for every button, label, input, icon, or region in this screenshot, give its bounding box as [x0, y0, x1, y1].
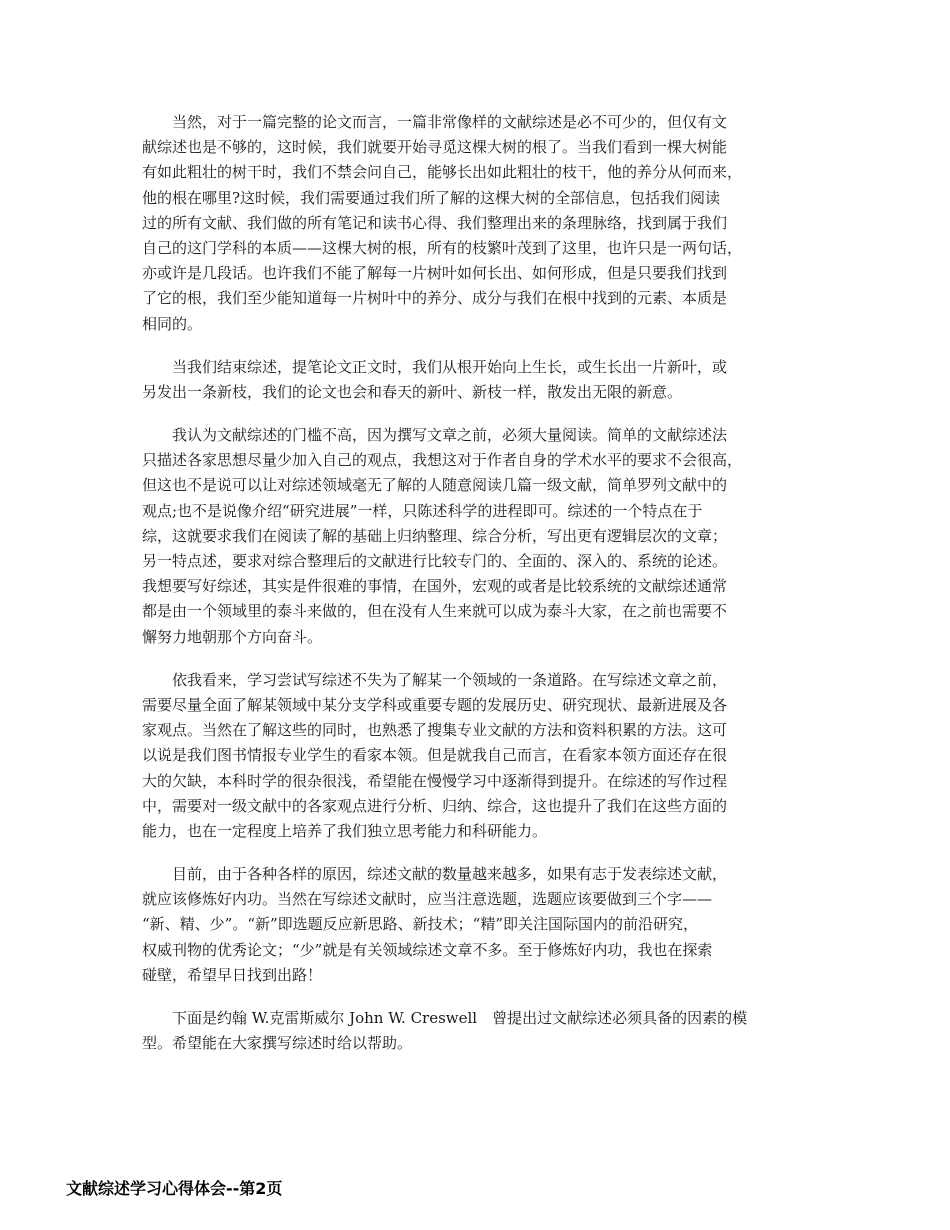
- text-line: 自己的这门学科的本质——这棵大树的根，所有的枝繁叶茂到了这里，也许只是一两句话，: [142, 238, 743, 257]
- text-line: 需要尽量全面了解某领域中某分支学科或重要专题的发展历史、研究现状、最新进展及各: [142, 695, 728, 714]
- text-line: 观点;也不是说像介绍“研究进展”一样，只陈述科学的进程即可。综述的一个特点在于: [142, 501, 703, 520]
- text-line: 懈努力地朝那个方向奋斗。: [142, 627, 323, 646]
- paragraph-2: [142, 355, 822, 405]
- text-line: 下面是约翰 W.克雷斯威尔 John W. Creswell 曾提出过文献综述必须具备的因素的模: [142, 1009, 748, 1027]
- text-line: 都是由一个领域里的泰斗来做的，但在没有人生来就可以成为泰斗大家，在之前也需要不: [142, 602, 728, 621]
- paragraph-1: [142, 110, 822, 337]
- text-line: 权威刊物的优秀论文；“少”就是有关领域综述文章不多。至于修炼好内功，我也在探索: [142, 940, 713, 959]
- text-line: 能力，也在一定程度上培养了我们独立思考能力和科研能力。: [142, 821, 548, 840]
- text-line: 当然，对于一篇完整的论文而言，一篇非常像样的文献综述是必不可少的，但仅有文: [142, 113, 728, 131]
- text-line: 过的所有文献、我们做的所有笔记和读书心得、我们整理出来的条理脉络，找到属于我们: [142, 213, 728, 232]
- text-line: 综，这就要求我们在阅读了解的基础上归纳整理、综合分析，写出更有逻辑层次的文章；: [142, 526, 728, 545]
- text-line: 家观点。当然在了解这些的同时，也熟悉了搜集专业文献的方法和资料积累的方法。这可: [142, 721, 728, 740]
- text-line: 相同的。: [142, 314, 203, 333]
- text-line: 依我看来，学习尝试写综述不失为了解某一个领域的一条道路。在写综述文章之前，: [142, 670, 728, 689]
- page-footer: 文献综述学习心得体会--第2页: [66, 1179, 283, 1198]
- text-line: 以说是我们图书情报专业学生的看家本领。但是就我自己而言，在看家本领方面还存在很: [142, 746, 728, 765]
- text-line: 我认为文献综述的门槛不高，因为撰写文章之前，必须大量阅读。简单的文献综述法: [142, 426, 728, 445]
- text-line: 当我们结束综述，提笔论文正文时，我们从根开始向上生长，或生长出一片新叶，或: [142, 357, 728, 376]
- text-line: 另一特点述，要求对综合整理后的文献进行比较专门的、全面的、深入的、系统的论述。: [142, 552, 728, 570]
- text-line: 中，需要对一级文献中的各家观点进行分析、归纳、综合，这也提升了我们在这些方面的: [142, 796, 728, 815]
- text-line: 有如此粗壮的树干时，我们不禁会问自己，能够长出如此粗壮的枝干，他的养分从何而来，: [142, 163, 743, 182]
- paragraph-5: [142, 862, 822, 988]
- paragraph-6: [142, 1006, 822, 1056]
- paragraph-4: [142, 668, 822, 844]
- document-body: [142, 110, 822, 1074]
- text-line: 就应该修炼好内功。当然在写综述文献时，应当注意选题，选题应该要做到三个字——: [142, 890, 713, 909]
- text-line: 碰壁，希望早日找到出路！: [142, 965, 323, 984]
- paragraph-3: [142, 423, 822, 650]
- text-line: 他的根在哪里?这时候，我们需要通过我们所了解的这棵大树的全部信息，包括我们阅读: [142, 188, 721, 207]
- text-line: 只描述各家思想尽量少加入自己的观点，我想这对于作者自身的学术水平的要求不会很高，: [142, 451, 743, 470]
- text-line: 我想要写好综述，其实是件很难的事情，在国外，宏观的或者是比较系统的文献综述通常: [142, 577, 728, 596]
- text-line: “新、精、少”。“新”即选题反应新思路、新技术；“精”即关注国际国内的前沿研究，: [142, 915, 699, 934]
- text-line: 型。希望能在大家撰写综述时给以帮助。: [142, 1034, 413, 1053]
- text-line: 另发出一条新枝，我们的论文也会和春天的新叶、新枝一样，散发出无限的新意。: [142, 382, 683, 401]
- text-line: 目前，由于各种各样的原因，综述文献的数量越来越多，如果有志于发表综述文献，: [142, 865, 728, 884]
- text-line: 亦或许是几段话。也许我们不能了解每一片树叶如何长出、如何形成，但是只要我们找到: [142, 264, 728, 283]
- text-line: 了它的根，我们至少能知道每一片树叶中的养分、成分与我们在根中找到的元素、本质是: [142, 289, 728, 308]
- text-line: 献综述也是不够的，这时候，我们就要开始寻觅这棵大树的根了。当我们看到一棵大树能: [142, 138, 728, 157]
- text-line: 大的欠缺，本科时学的很杂很浅，希望能在慢慢学习中逐渐得到提升。在综述的写作过程: [142, 771, 728, 790]
- text-line: 但这也不是说可以让对综述领域毫无了解的人随意阅读几篇一级文献，简单罗列文献中的: [142, 476, 728, 495]
